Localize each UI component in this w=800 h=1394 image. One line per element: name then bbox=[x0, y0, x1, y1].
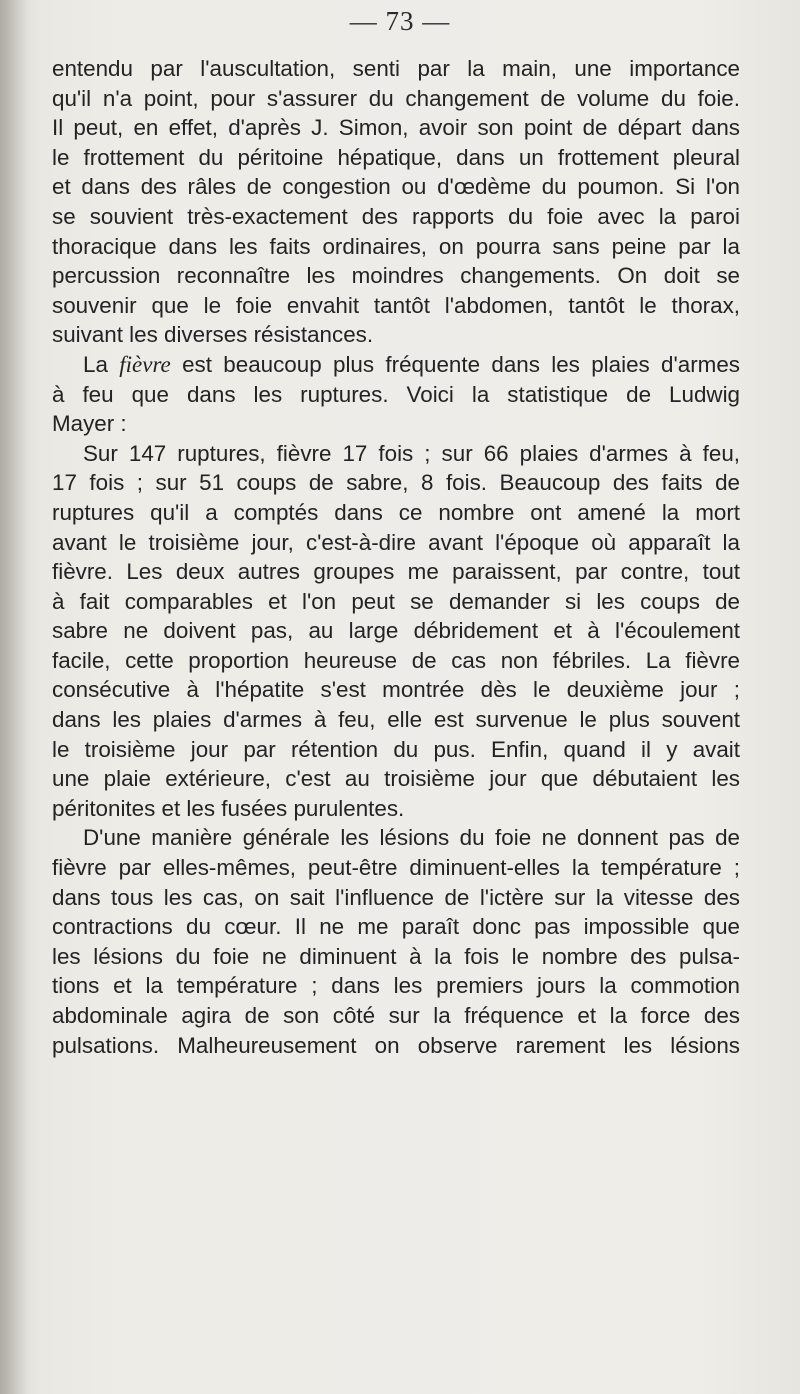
text-line-6: se souvient très-exactement des rapports du foie avec la paroi bbox=[52, 203, 740, 229]
body-text bbox=[52, 54, 740, 1060]
binding-shadow bbox=[0, 0, 28, 1394]
text-line-29: dans tous les cas, on sait l'influence de l'ictère sur la vitesse des bbox=[52, 884, 740, 910]
text-line-15: 17 fois ; sur 51 coups de sabre, 8 fois. Beaucoup des faits de bbox=[52, 470, 740, 496]
page-number-header: — 73 — bbox=[349, 6, 451, 36]
text-line-21: facile, cette proportion heureuse de cas non fébriles. La fièvre bbox=[52, 647, 740, 673]
text-line-34: pulsations. Malheureusement on observe rarement les lésions bbox=[52, 1032, 740, 1058]
text-line-28: fièvre par elles-mêmes, peut-être diminuent-elles la température ; bbox=[52, 855, 740, 881]
text-line-1: entendu par l'auscultation, senti par la main, une importance bbox=[52, 56, 740, 81]
text-line-11 bbox=[52, 350, 740, 380]
text-line-24: le troisième jour par rétention du pus. Enfin, quand il y avait bbox=[52, 736, 740, 762]
italic-term-fievre: fièvre bbox=[119, 351, 171, 377]
text-line-3: Il peut, en effet, d'après J. Simon, avoir son point de départ dans bbox=[52, 115, 740, 141]
text-line-9: souvenir que le foie envahit tantôt l'abdomen, tantôt le thorax, bbox=[52, 292, 740, 318]
text-line-16: ruptures qu'il a comptés dans ce nombre ont amené la mort bbox=[52, 499, 740, 525]
text-line-17: avant le troisième jour, c'est-à-dire avant l'époque où apparaît la bbox=[52, 529, 740, 555]
text-line-32: tions et la température ; dans les premiers jours la commotion bbox=[52, 973, 740, 999]
text-line-12: à feu que dans les ruptures. Voici la statistique de Ludwig bbox=[52, 381, 740, 407]
text-line-11-after: est beaucoup plus fréquente dans les plaies d'armes bbox=[170, 351, 740, 377]
text-line-11-before: La bbox=[83, 351, 120, 377]
text-line-33: abdominale agira de son côté sur la fréquence et la force des bbox=[52, 1003, 740, 1028]
text-line-20: sabre ne doivent pas, au large débridement et à l'écoulement bbox=[52, 618, 740, 644]
text-line-23: dans les plaies d'armes à feu, elle est survenue le plus souvent bbox=[52, 707, 740, 733]
text-line-19: à fait comparables et l'on peut se demander si les coups de bbox=[52, 588, 740, 614]
text-line-2: qu'il n'a point, pour s'assurer du changement de volume du foie. bbox=[52, 85, 740, 111]
text-line-18: fièvre. Les deux autres groupes me paraissent, par contre, tout bbox=[52, 559, 740, 585]
text-line-13: Mayer : bbox=[52, 411, 127, 437]
text-line-25: une plaie extérieure, c'est au troisième jour que débutaient les bbox=[52, 766, 740, 792]
text-line-22: consécutive à l'hépatite s'est montrée dès le deuxième jour ; bbox=[52, 677, 740, 703]
text-line-30: contractions du cœur. Il ne me paraît donc pas impossible que bbox=[52, 914, 740, 940]
text-line-27: D'une manière générale les lésions du foie ne donnent pas de bbox=[83, 825, 740, 851]
text-line-31: les lésions du foie ne diminuent à la fois le nombre des pulsa- bbox=[52, 943, 740, 969]
text-line-10: suivant les diverses résistances. bbox=[52, 322, 374, 348]
text-line-4: le frottement du péritoine hépatique, dans un frottement pleural bbox=[52, 144, 740, 170]
text-line-7: thoracique dans les faits ordinaires, on pourra sans peine par la bbox=[52, 233, 740, 259]
text-line-14: Sur 147 ruptures, fièvre 17 fois ; sur 66 plaies d'armes à feu, bbox=[83, 440, 740, 466]
text-line-26: péritonites et les fusées purulentes. bbox=[52, 795, 405, 821]
text-line-8: percussion reconnaître les moindres changements. On doit se bbox=[52, 263, 740, 289]
text-line-5: et dans des râles de congestion ou d'œdème du poumon. Si l'on bbox=[52, 174, 740, 200]
